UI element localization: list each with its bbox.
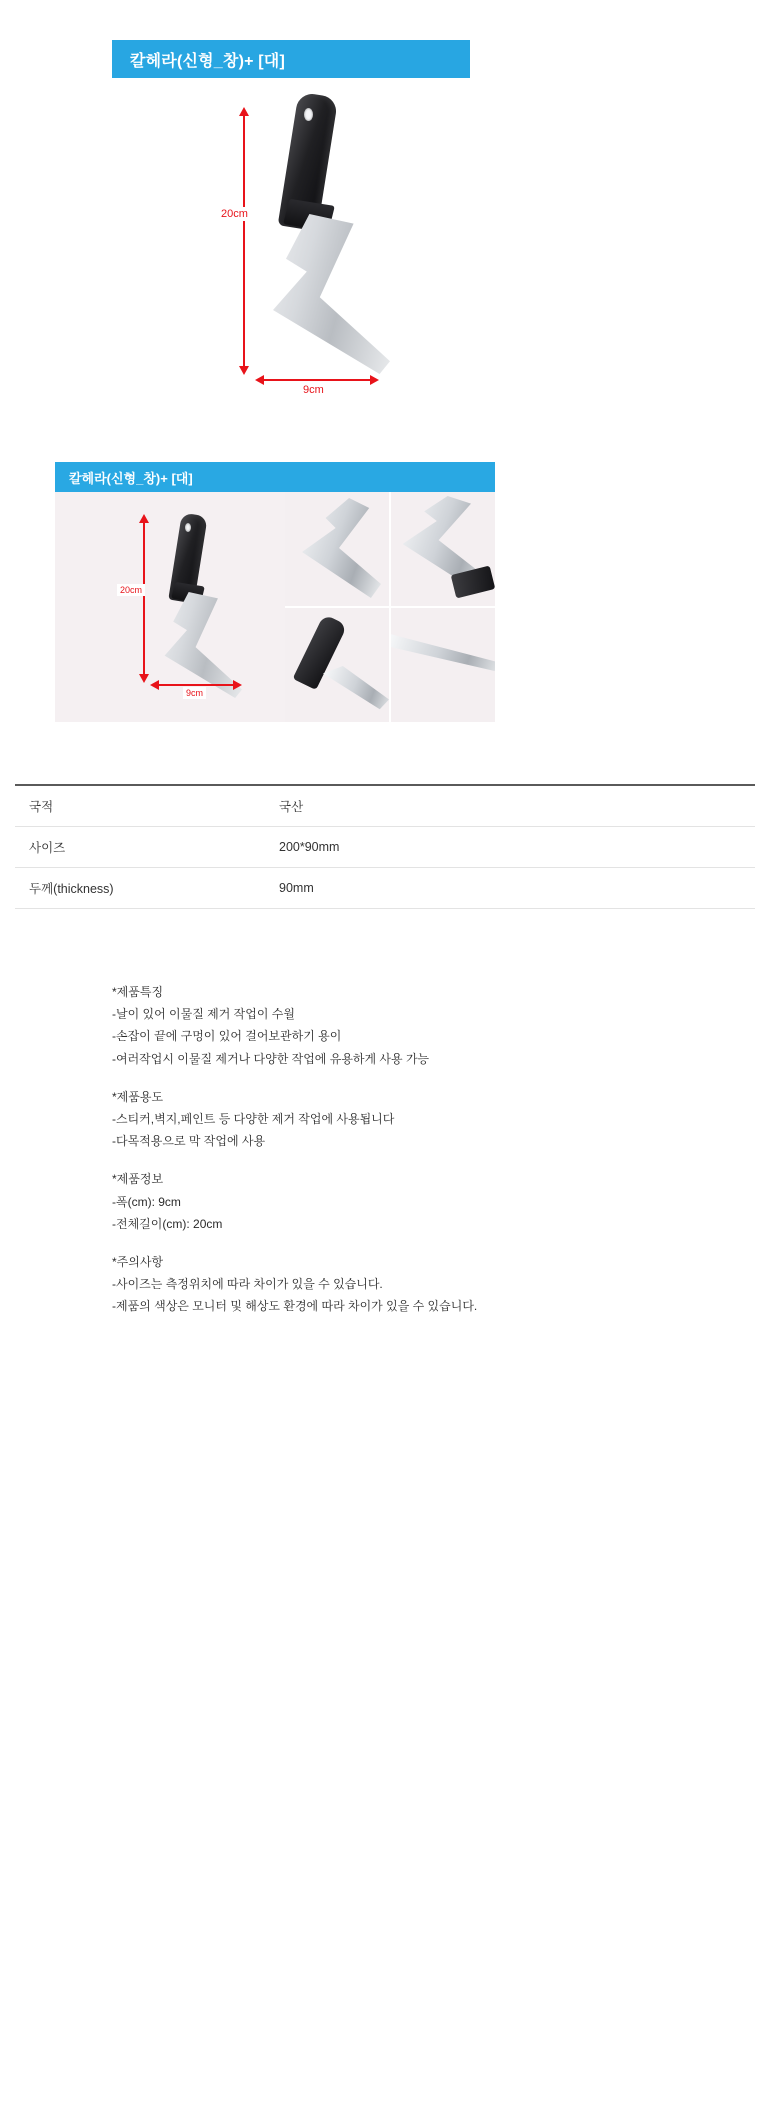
width-dimension-label: 9cm: [300, 383, 327, 397]
description-line: -손잡이 끝에 구멍이 있어 걸어보관하기 용이: [112, 1029, 342, 1044]
description-line: -날이 있어 이물질 제거 작업이 수월: [112, 1007, 295, 1022]
spec-label: 두께(thickness): [29, 882, 114, 896]
knife-blade: [156, 592, 242, 698]
description-line: -다목적용으로 막 작업에 사용: [112, 1134, 266, 1149]
description-section: [112, 981, 672, 1317]
gallery-thumb-blade-closeup-2[interactable]: [391, 492, 495, 606]
knife-blade: [260, 214, 390, 374]
width-arrow-left: [255, 375, 264, 385]
description-line: -폭(cm): 9cm: [112, 1194, 181, 1209]
spec-value: 국산: [279, 800, 304, 814]
description-heading: *제품정보: [112, 1172, 164, 1187]
width-dimension-label-small: 9cm: [183, 687, 206, 699]
spec-value: 200*90mm: [279, 840, 340, 854]
knife-illustration: [270, 94, 450, 394]
width-dimension-line: [264, 379, 370, 381]
gallery-thumb-blade-closeup-1[interactable]: [285, 492, 389, 606]
spec-label: 국적: [29, 800, 54, 814]
hero-title: 칼헤라(신형_창)+ [대]: [130, 52, 285, 70]
height-dimension-line-small: [143, 522, 145, 674]
description-line: -스티커,벽지,페인트 등 다양한 제거 작업에 사용됩니다: [112, 1111, 395, 1126]
width-arrow-right-small: [233, 680, 242, 690]
description-heading: *제품용도: [112, 1089, 164, 1104]
knife-illustration-small: [163, 514, 283, 704]
blade-edge-icon: [323, 666, 389, 720]
width-arrow-right: [370, 375, 379, 385]
blade-closeup-icon: [297, 498, 381, 598]
edge-closeup-icon: [391, 630, 495, 684]
table-row: [15, 868, 755, 909]
description-block-caution: [112, 1251, 672, 1318]
height-dimension-line: [243, 116, 245, 366]
description-heading: *제품특징: [112, 985, 164, 999]
gallery-title: 칼헤라(신형_창)+ [대]: [69, 470, 193, 486]
gallery-thumb-handle-closeup[interactable]: [285, 608, 389, 722]
gallery-title-bar: [55, 462, 495, 492]
height-arrow-bottom-small: [139, 674, 149, 683]
width-dimension-line-small: [158, 684, 234, 686]
bottom-spacer: [0, 1333, 770, 1633]
width-arrow-left-small: [150, 680, 159, 690]
height-arrow-top-small: [139, 514, 149, 523]
spec-label: 사이즈: [29, 841, 66, 855]
height-arrow-top: [239, 107, 249, 116]
gallery-thumb-edge-closeup[interactable]: [391, 608, 495, 722]
height-dimension-label-small: 20cm: [117, 584, 145, 596]
height-dimension-label: 20cm: [218, 207, 251, 221]
description-heading: *주의사항: [112, 1254, 164, 1269]
height-arrow-bottom: [239, 366, 249, 375]
description-block-usage: [112, 1086, 672, 1153]
description-line: -여러작업시 이물질 제거나 다양한 작업에 유용하게 사용 가능: [112, 1051, 430, 1066]
table-row: [15, 827, 755, 868]
spec-value: 90mm: [279, 881, 314, 895]
hero-product-image: [0, 94, 770, 404]
spec-table: [15, 784, 755, 909]
knife-hang-hole: [304, 108, 313, 121]
table-row: [15, 785, 755, 827]
description-line: -전체길이(cm): 20cm: [112, 1216, 223, 1231]
description-line: -사이즈는 측정위치에 따라 차이가 있을 수 있습니다.: [112, 1277, 383, 1292]
hero-section: [0, 0, 770, 404]
gallery-section: [55, 462, 495, 722]
knife-hang-hole: [185, 523, 191, 532]
gallery-grid: [55, 492, 495, 722]
description-block-info: [112, 1168, 672, 1235]
description-block-features: [112, 981, 672, 1070]
hero-title-bar: [112, 40, 470, 78]
gallery-thumbnails: [285, 492, 495, 722]
description-line: -제품의 색상은 모니터 및 해상도 환경에 따라 차이가 있을 수 있습니다.: [112, 1299, 478, 1314]
gallery-main-image[interactable]: [55, 492, 285, 722]
